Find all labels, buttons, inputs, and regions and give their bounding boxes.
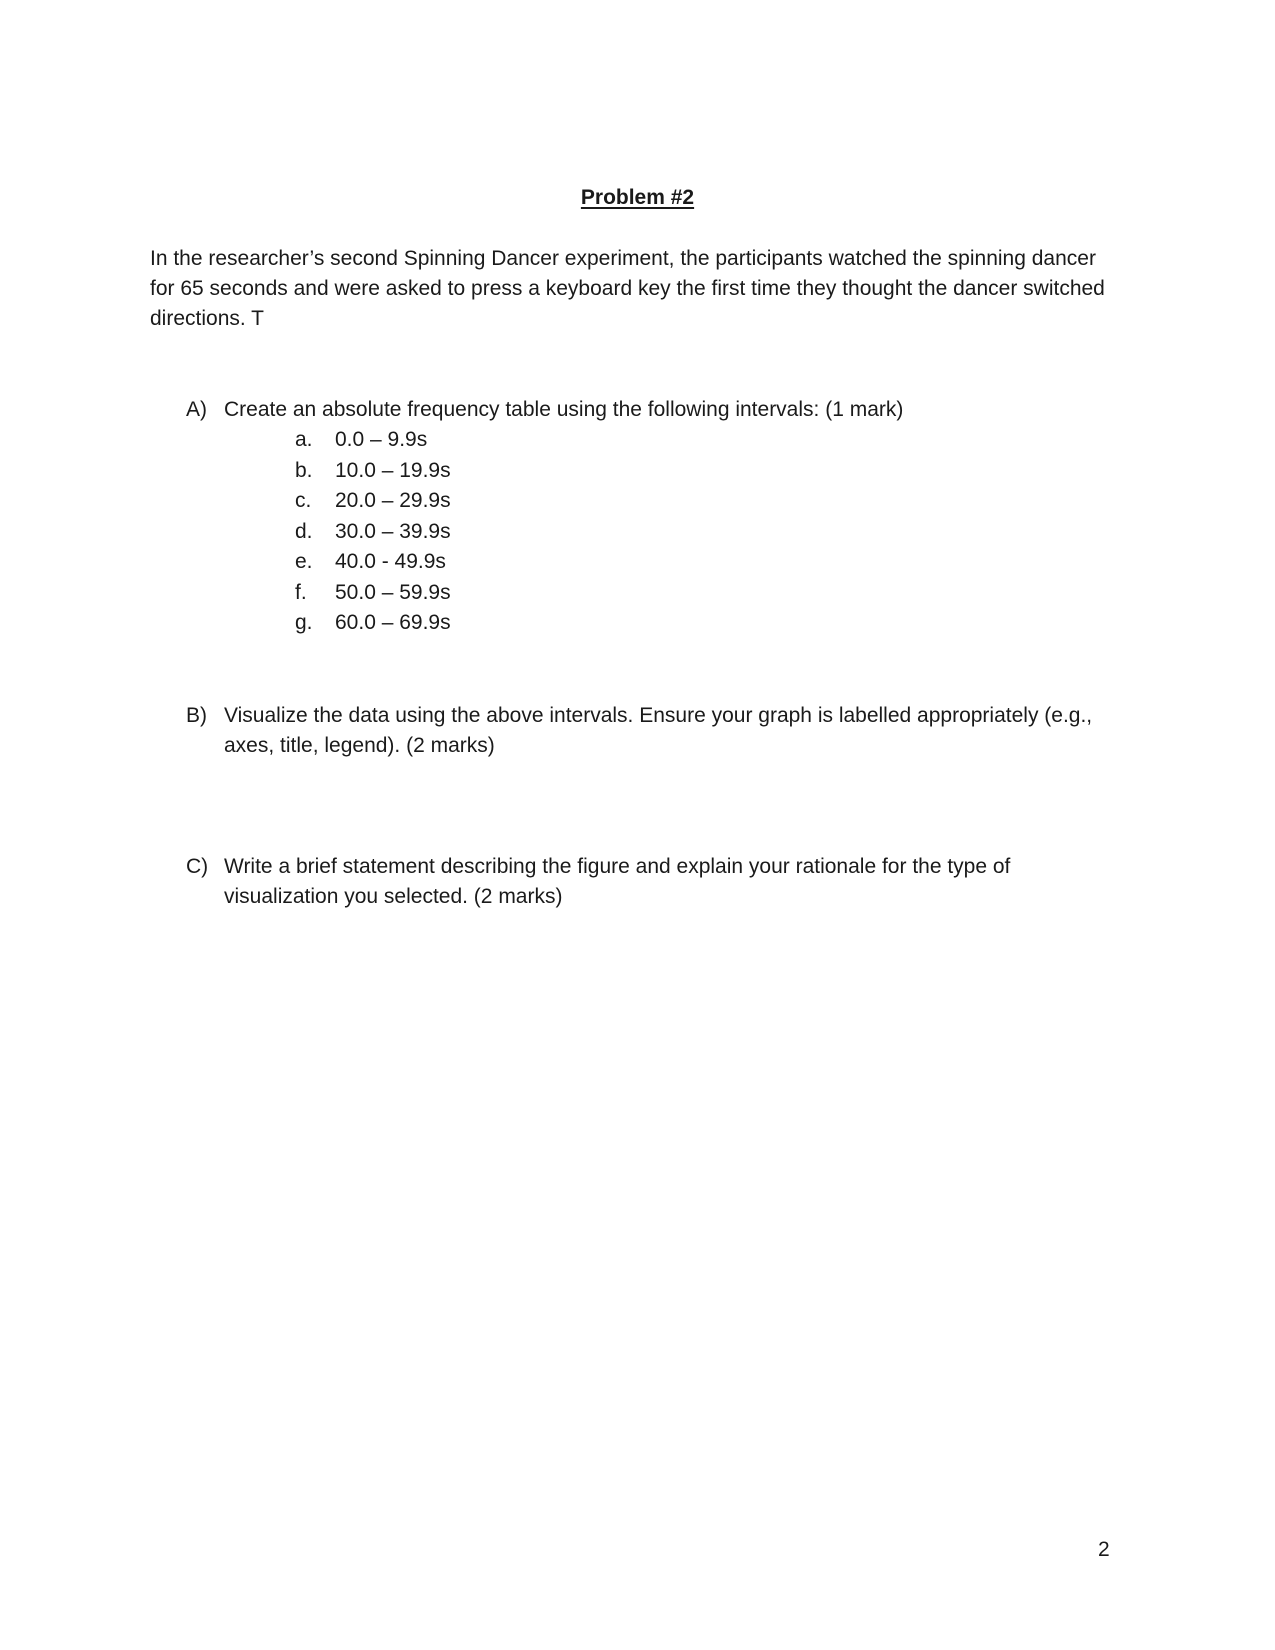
question-c-text: Write a brief statement describing the figure and explain your rationale for the type of visualization you selected. (2 marks) <box>224 855 1011 908</box>
intro-paragraph <box>150 244 1110 334</box>
intro-text: In the researcher’s second Spinning Dancer experiment, the participants watched the spinning dancer for 65 seconds and were asked to press a keyboard key the first time they thought the dancer switched directions. T <box>150 247 1105 330</box>
interval-label: a. <box>295 428 313 451</box>
interval-label: d. <box>295 519 313 543</box>
list-item <box>295 608 451 639</box>
question-c-label: C) <box>186 855 209 878</box>
list-item <box>295 456 451 487</box>
list-item <box>295 425 451 456</box>
interval-text: 30.0 – 39.9s <box>335 519 451 543</box>
interval-label: b. <box>295 458 313 482</box>
interval-list <box>295 425 451 639</box>
interval-label: g. <box>295 611 313 634</box>
question-b-label: B) <box>186 704 207 727</box>
list-item <box>295 578 451 609</box>
interval-text: 0.0 – 9.9s <box>335 428 428 451</box>
question-b-text: Visualize the data using the above intervals. Ensure your graph is labelled appropriately (e.g., axes, title, legend). (2 marks) <box>224 704 1093 757</box>
interval-text: 60.0 – 69.9s <box>335 611 451 634</box>
interval-label: c. <box>295 489 312 512</box>
question-a-label: A) <box>186 398 207 421</box>
problem-title: Problem #2 <box>580 186 695 209</box>
interval-text: 10.0 – 19.9s <box>335 458 451 482</box>
interval-label: f. <box>295 580 307 604</box>
question-b <box>186 701 1126 761</box>
interval-text: 50.0 – 59.9s <box>335 580 451 604</box>
question-a-text: Create an absolute frequency table using the following intervals: (1 mark) <box>224 398 904 421</box>
interval-text: 20.0 – 29.9s <box>335 489 451 512</box>
interval-text: 40.0 - 49.9s <box>335 550 446 573</box>
page-number: 2 <box>1098 1538 1110 1561</box>
list-item <box>295 486 451 517</box>
question-c <box>186 852 1126 912</box>
question-a <box>186 395 1126 425</box>
list-item <box>295 517 451 548</box>
list-item <box>295 547 451 578</box>
interval-label: e. <box>295 550 313 573</box>
